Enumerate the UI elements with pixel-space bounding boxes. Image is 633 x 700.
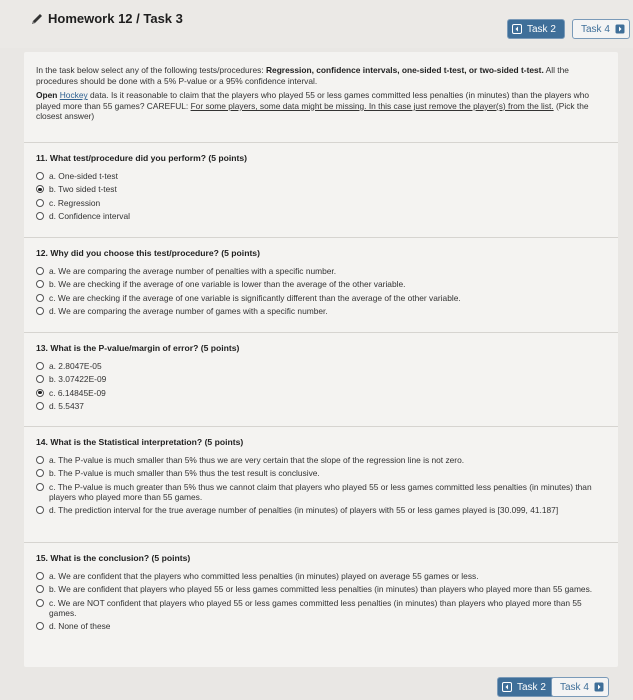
radio-selected-icon[interactable] [36,389,44,397]
prev-task-label: Task 2 [527,23,556,35]
answer-option-label: a. One-sided t-test [49,171,118,181]
answer-option-label: c. We are checking if the average of one variable is significantly different than the average of the other variable. [49,292,461,303]
radio-icon[interactable] [36,199,44,207]
question-title: 14. What is the Statistical interpretation? (5 points) [36,437,244,447]
question-title: 13. What is the P-value/margin of error? (5 points) [36,343,240,353]
top-bar [0,0,633,48]
radio-icon[interactable] [36,267,44,275]
divider [24,542,618,543]
answer-option[interactable] [36,361,611,371]
answer-option[interactable] [36,211,611,221]
radio-icon[interactable] [36,402,44,410]
task-panel [24,52,618,667]
answer-option[interactable] [36,468,611,478]
answer-option[interactable] [36,184,611,194]
answer-option-label: c. The P-value is much greater than 5% thus we cannot claim that players who played 55 or less games committed less penalties (in minutes) than players who played more than 55 games. [49,481,592,502]
answer-option[interactable] [36,374,611,384]
divider [24,142,618,143]
answer-option[interactable] [36,171,611,181]
next-task-button[interactable] [572,19,630,39]
radio-icon[interactable] [36,585,44,593]
answer-option[interactable] [36,621,611,631]
question-13 [36,343,611,415]
answer-option-label: a. The P-value is much smaller than 5% thus we are very certain that the slope of the regression line is not zero. [49,455,465,465]
answer-option[interactable] [36,455,611,465]
answer-option[interactable] [36,401,611,411]
radio-icon[interactable] [36,572,44,580]
footer-prev-task-label: Task 2 [517,681,546,693]
answer-option[interactable] [36,482,611,502]
chevron-right-icon [615,24,625,34]
answer-option[interactable] [36,598,611,618]
radio-icon[interactable] [36,294,44,302]
answer-option[interactable] [36,505,611,515]
radio-icon[interactable] [36,307,44,315]
radio-icon[interactable] [36,483,44,491]
answer-option-label: b. We are confident that players who played 55 or less games committed less penalties (in minutes) than players who played more than 55 games. [49,584,593,595]
answer-option-label: b. We are checking if the average of one variable is lower than the average of the other variable. [49,279,406,290]
page-title: Homework 12 / Task 3 [48,11,183,26]
answer-option-label: c. 6.14845E-09 [49,387,106,398]
answer-option-label: c. Regression [49,197,101,208]
question-title: 15. What is the conclusion? (5 points) [36,553,191,563]
answer-option-label: b. 3.07422E-09 [49,374,107,385]
answer-option-label: d. The prediction interval for the true average number of penalties (in minutes) of players with 55 or less games played is [30.099, 41.187] [49,505,559,516]
answer-option-label: d. We are comparing the average number of games with a specific number. [49,306,328,317]
pencil-icon [30,12,44,26]
answer-option-label: c. We are NOT confident that players who played 55 or less games committed less penalties (in minutes) than players who played more than 55 games. [49,597,582,618]
answer-option-label: d. Confidence interval [49,211,131,222]
question-12 [36,248,611,320]
footer-next-task-label: Task 4 [560,681,589,693]
radio-icon[interactable] [36,622,44,630]
answer-option[interactable] [36,293,611,303]
question-14 [36,437,611,519]
answer-option-label: a. We are confident that the players who committed less penalties (in minutes) played on average 55 games or less. [49,571,479,581]
prev-task-button[interactable] [507,19,565,39]
answer-option[interactable] [36,266,611,276]
answer-option-label: b. Two sided t-test [49,184,117,195]
radio-icon[interactable] [36,375,44,383]
answer-option-label: d. 5.5437 [49,401,84,412]
answer-option[interactable] [36,198,611,208]
chevron-right-icon [594,682,604,692]
answer-option-label: a. We are comparing the average number of penalties with a specific number. [49,266,337,276]
chevron-left-icon [512,24,522,34]
footer-prev-task-button[interactable] [497,677,555,697]
answer-option[interactable] [36,279,611,289]
question-title: 11. What test/procedure did you perform? (5 points) [36,153,248,163]
radio-icon[interactable] [36,172,44,180]
question-title: 12. Why did you choose this test/procedure? (5 points) [36,248,260,258]
instructions-paragraph: In the task below select any of the following tests/procedures: Regression, confidence intervals, one-sided t-test, or two-sided t-test. All the procedures should be done with a 5% P-value or a 95% confidence interval. [36,65,569,86]
task-instructions [36,65,611,126]
answer-option[interactable] [36,571,611,581]
answer-option[interactable] [36,388,611,398]
answer-option-label: b. The P-value is much smaller than 5% thus the test result is conclusive. [49,468,320,479]
chevron-left-icon [502,682,512,692]
radio-icon[interactable] [36,469,44,477]
radio-icon[interactable] [36,362,44,370]
answer-option[interactable] [36,584,611,594]
divider [24,426,618,427]
hockey-data-link[interactable]: Hockey [59,90,88,101]
radio-icon[interactable] [36,280,44,288]
radio-icon[interactable] [36,599,44,607]
next-task-label: Task 4 [581,23,610,35]
footer-next-task-button[interactable] [551,677,609,697]
answer-option[interactable] [36,306,611,316]
divider [24,237,618,238]
answer-option-label: a. 2.8047E-05 [49,361,102,371]
answer-option-label: d. None of these [49,621,111,632]
question-15 [36,553,611,635]
title-area [30,11,183,26]
radio-icon[interactable] [36,456,44,464]
question-paragraph: Open Hockey data. Is it reasonable to claim that the players who played 55 or less games committed less penalties (in minutes) than the players who played more than 55 games? CAREFUL: For some players, some data might be missing. In this case just remove the player(s) from the list. (Pick the closest answer) [36,90,590,122]
question-11 [36,153,611,225]
radio-icon[interactable] [36,506,44,514]
radio-icon[interactable] [36,212,44,220]
divider [24,332,618,333]
radio-selected-icon[interactable] [36,185,44,193]
